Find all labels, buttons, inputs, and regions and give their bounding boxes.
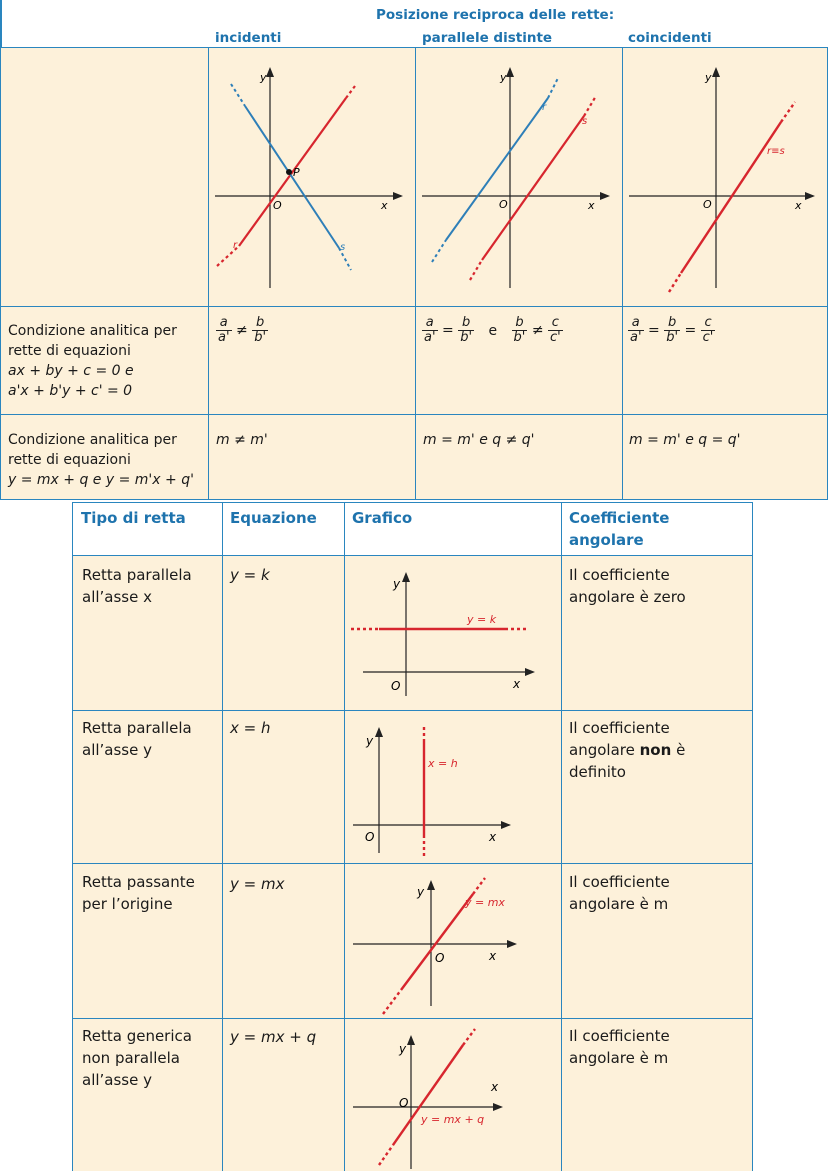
tipo-row2: Retta parallela all’asse y [82, 719, 192, 759]
coef-row3: Il coefficiente angolare è m [569, 873, 670, 913]
svg-text:x: x [491, 1080, 499, 1094]
svg-text:x: x [489, 830, 497, 844]
cell [0, 47, 209, 307]
col-incidenti: incidenti [215, 30, 282, 46]
header-coefficiente: Coefficiente angolare [569, 509, 670, 549]
svg-text:y = mx + q: y = mx + q [421, 1113, 485, 1126]
eq-row1: y = k [230, 566, 270, 584]
graph-row4 [345, 1019, 561, 1171]
svg-text:x: x [513, 677, 521, 691]
graph-row3 [345, 864, 561, 1018]
svg-text:O: O [499, 198, 508, 211]
coef-row2: Il coefficiente angolare non è definito [569, 719, 686, 781]
svg-text:r≡s: r≡s [767, 146, 785, 157]
svg-text:y = k: y = k [467, 613, 497, 626]
header-equazione: Equazione [230, 509, 317, 527]
cell [415, 414, 623, 500]
cond-slope-parallele: m = m' e q ≠ q' [423, 432, 535, 448]
svg-text:r: r [233, 240, 238, 251]
svg-text:r: r [542, 102, 547, 113]
svg-text:O: O [435, 951, 445, 965]
svg-text:x: x [381, 199, 388, 212]
svg-text:y: y [417, 885, 425, 899]
svg-text:y: y [705, 71, 712, 84]
svg-text:y: y [399, 1042, 407, 1056]
svg-text:P: P [293, 166, 300, 179]
svg-text:x = h: x = h [428, 757, 458, 770]
svg-text:O: O [365, 830, 375, 844]
svg-text:s: s [582, 116, 588, 127]
cond-general-coincidenti: $\frac{a}{a'}$ = $\frac{b}{b'}$ = $\frac{c}{c'}$ [630, 315, 714, 345]
svg-text:y: y [393, 577, 401, 591]
cond-slope-incidenti: m ≠ m' [216, 432, 268, 448]
graph-row1 [345, 556, 561, 710]
cond-slope-coincidenti: m = m' e q = q' [629, 432, 741, 448]
graph-incidenti [209, 48, 415, 306]
tipo-row3: Retta passante per l’origine [82, 873, 195, 913]
svg-text:s: s [340, 242, 346, 253]
svg-text:y: y [500, 71, 507, 84]
svg-text:O: O [703, 198, 712, 211]
cell [208, 414, 416, 500]
header-tipo: Tipo di retta [81, 509, 186, 527]
graph-coincidenti [623, 48, 828, 306]
col-parallele: parallele distinte [422, 30, 553, 46]
table1-title: Posizione reciproca delle rette: [376, 7, 615, 23]
eq-row2: x = h [230, 719, 271, 737]
svg-text:x: x [588, 199, 595, 212]
graph-parallele [416, 48, 622, 306]
svg-text:x: x [795, 199, 802, 212]
svg-text:O: O [391, 679, 401, 693]
eq-row3: y = mx [230, 875, 285, 893]
tipo-row1: Retta parallela all’asse x [82, 566, 192, 606]
cond-slope-label: Condizione analitica per rette di equazioni y = mx + q e y = m'x + q' [8, 432, 194, 488]
cond-general-label: Condizione analitica per rette di equazioni ax + by + c = 0 e a'x + b'y + c' = 0 [8, 323, 177, 399]
svg-text:O: O [273, 199, 282, 212]
coef-row4: Il coefficiente angolare è m [569, 1027, 670, 1067]
header-grafico: Grafico [352, 509, 413, 527]
svg-text:y = mx: y = mx [465, 896, 505, 909]
svg-text:O: O [399, 1096, 409, 1110]
svg-text:x: x [489, 949, 497, 963]
coef-row1: Il coefficiente angolare è zero [569, 566, 686, 606]
svg-text:y: y [366, 734, 374, 748]
tipo-row4: Retta generica non parallela all’asse y [82, 1027, 192, 1089]
eq-row4: y = mx + q [230, 1028, 317, 1046]
col-coincidenti: coincidenti [628, 30, 712, 46]
cond-general-parallele: $\frac{a}{a'}$ = $\frac{b}{b'}$ e $\frac{b}{b'}$ ≠ $\frac{c}{c'}$ [424, 315, 561, 345]
cell [622, 414, 828, 500]
divider [0, 0, 2, 48]
graph-row2 [345, 711, 561, 863]
cond-general-incidenti: $\frac{a}{a'}$ ≠ $\frac{b}{b'}$ [218, 315, 267, 345]
svg-text:y: y [260, 71, 267, 84]
